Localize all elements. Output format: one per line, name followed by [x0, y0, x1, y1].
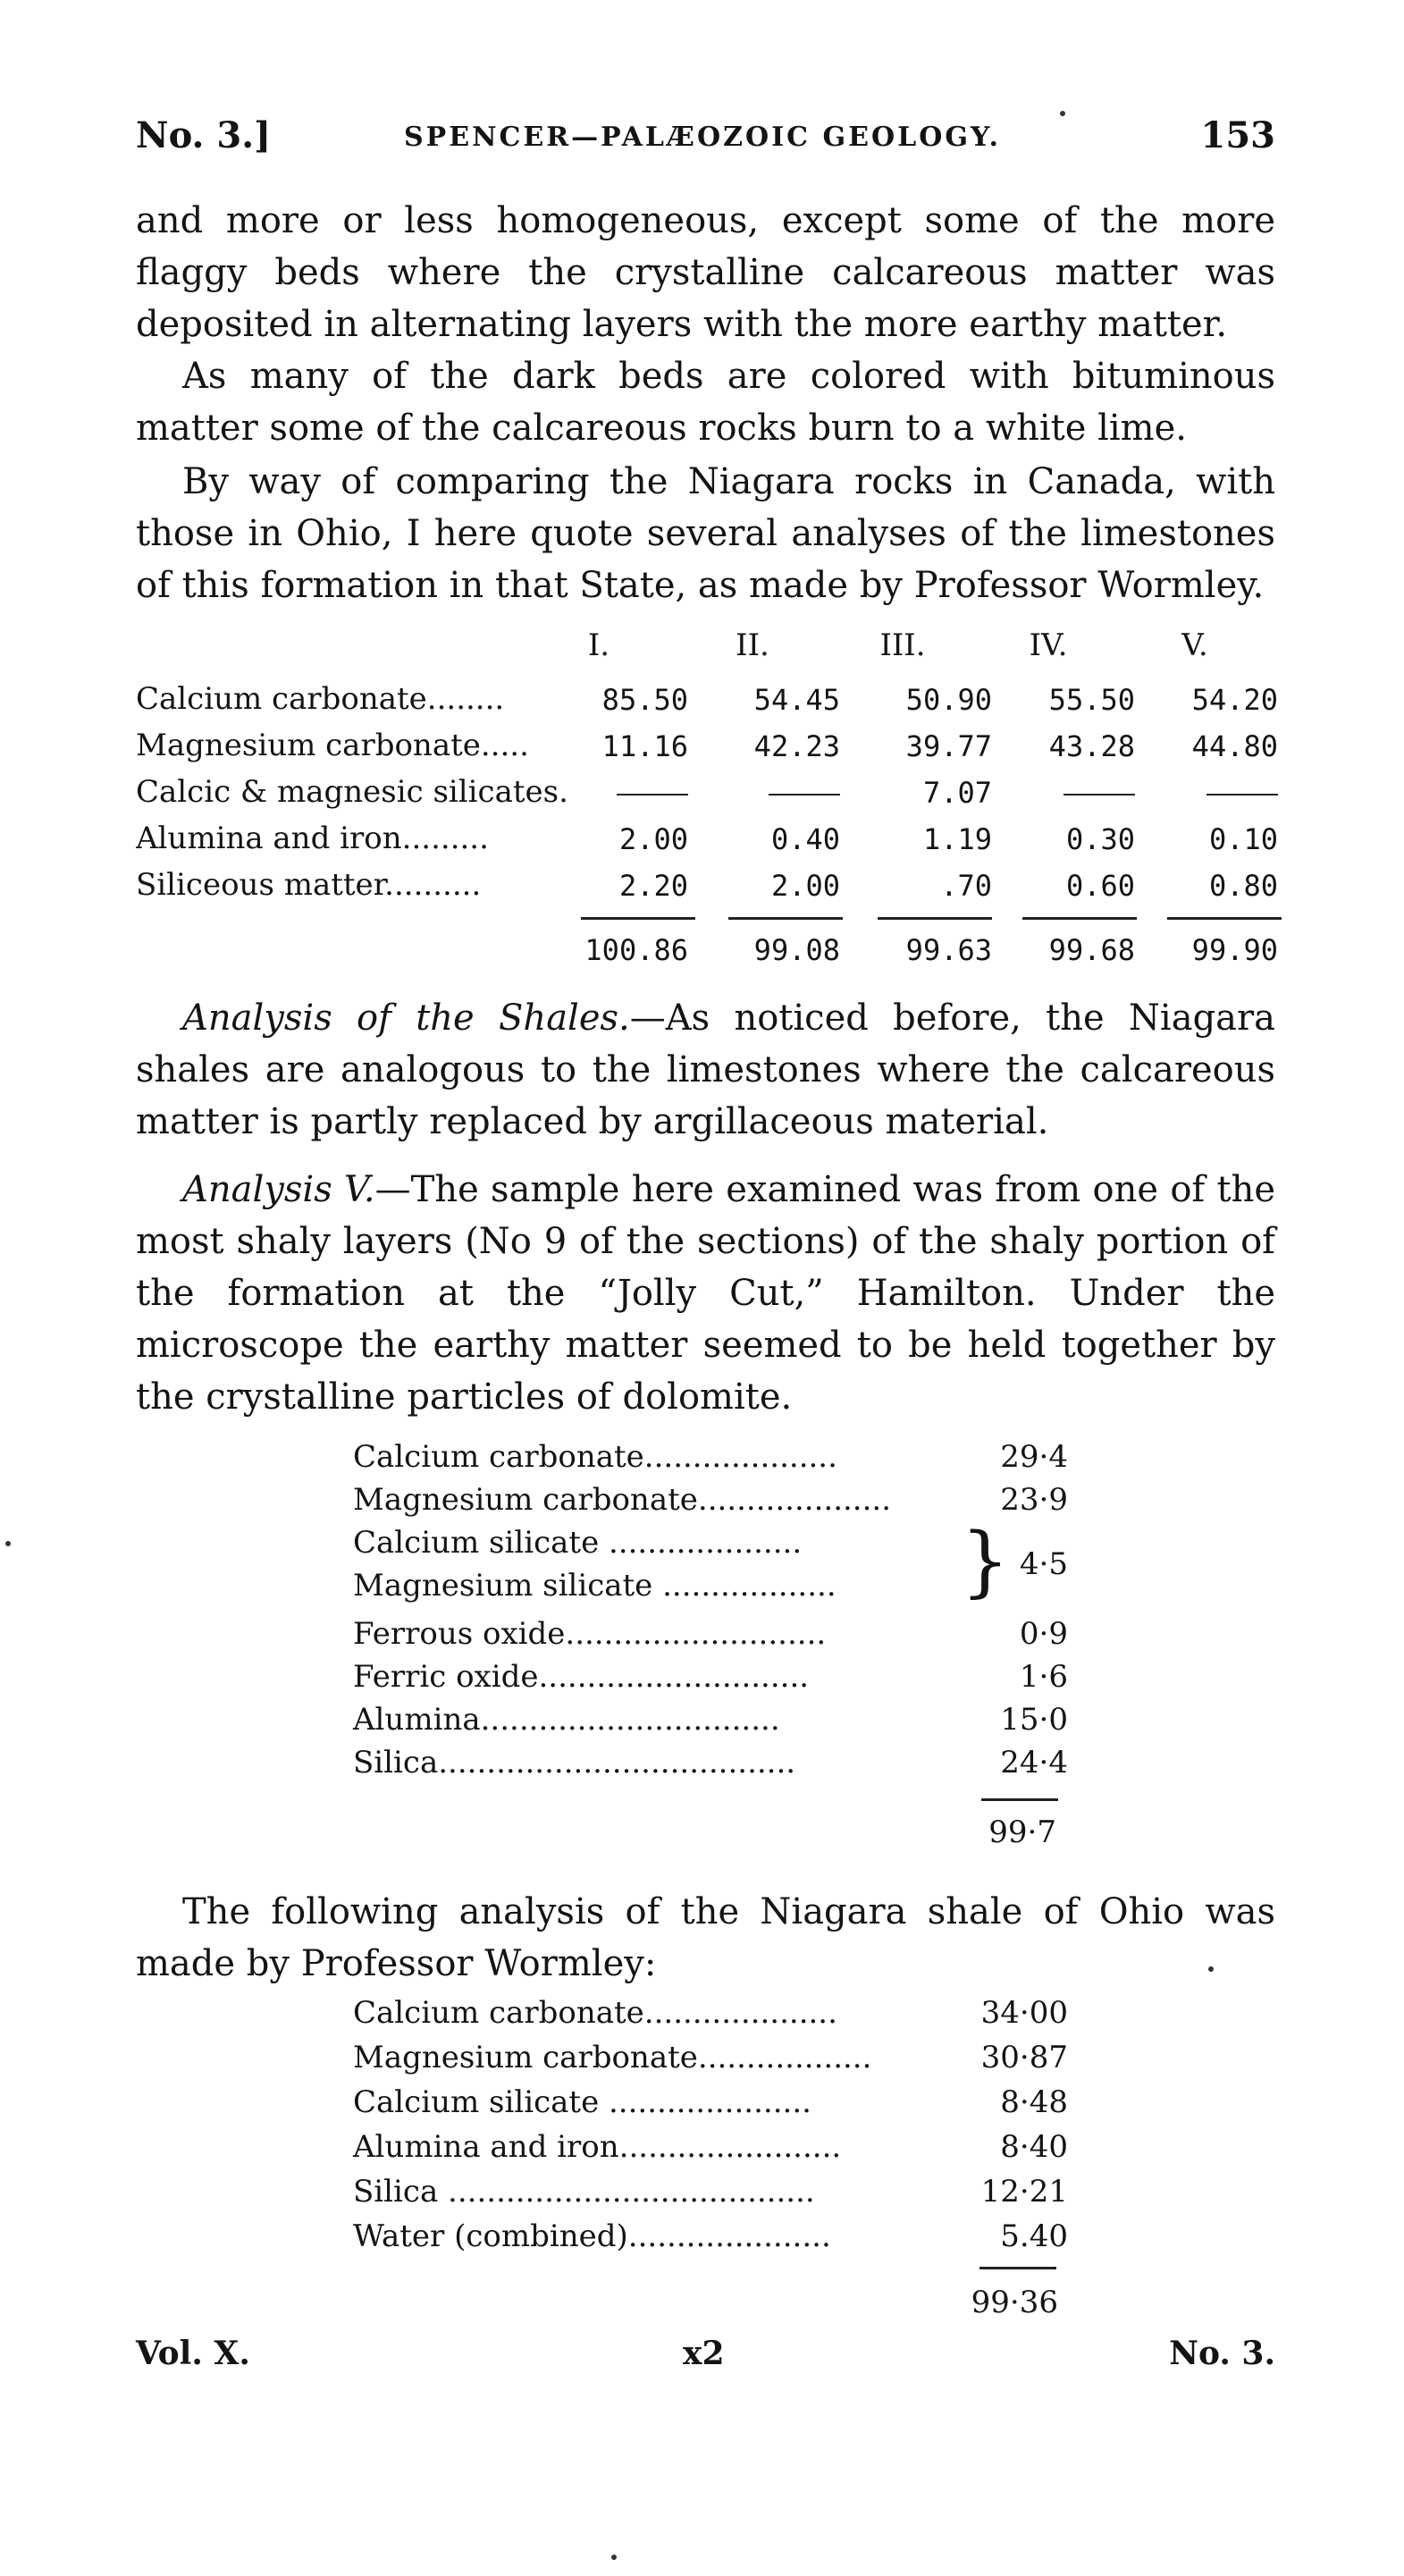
total-value: 99·7 [988, 1814, 1056, 1850]
list-item-value: 5.40 [1000, 2218, 1068, 2254]
list-item [353, 2084, 1068, 2126]
list-item-value: 8·48 [1000, 2084, 1068, 2120]
list-item-value: 15·0 [1000, 1702, 1068, 1738]
running-header [136, 114, 1275, 157]
column-header-3: III. [879, 627, 926, 663]
empty-cell-dash [1206, 794, 1278, 796]
table-total: 100.86 [584, 933, 688, 967]
sum-rule [979, 2267, 1056, 2269]
list-item-label: Ferric oxide............................ [353, 1659, 810, 1695]
table-cell: .70 [940, 869, 992, 903]
list-item-label: Calcium carbonate.................... [353, 1995, 837, 2031]
empty-cell-dash [1064, 794, 1135, 796]
table-cell: 1.19 [922, 822, 992, 856]
sum-rule [1022, 917, 1137, 920]
list-item-label: Magnesium silicate .................. [353, 1568, 837, 1604]
scan-speck [1060, 111, 1065, 116]
paragraph-bituminous: As many of the dark beds are colored with bituminous matter some of the calcareous rocks burn to a white lime. [136, 356, 1275, 449]
table-cell: 55.50 [1048, 683, 1135, 717]
list-item-value: 12·21 [980, 2174, 1068, 2210]
list-item [353, 2040, 1068, 2081]
list-item [353, 1568, 952, 1609]
list-item-label: Water (combined)..................... [353, 2218, 831, 2254]
column-header-1: I. [587, 627, 610, 663]
scan-speck [5, 1541, 11, 1546]
list-item-value: 24·4 [1000, 1745, 1068, 1780]
list-item-label: Calcium silicate ..................... [353, 2084, 811, 2120]
list-item [353, 1616, 1068, 1657]
table-row-label: Alumina and iron......... [136, 821, 489, 856]
table-cell: 0.80 [1208, 869, 1278, 903]
sum-rule [981, 1798, 1058, 1801]
paragraph-analysis-v [136, 1164, 1275, 1423]
empty-cell-dash [617, 794, 688, 796]
table-total: 99.08 [753, 933, 840, 967]
list-item [353, 1995, 1068, 2036]
table-cell: 54.20 [1191, 683, 1278, 717]
scan-speck [611, 2555, 617, 2560]
sum-rule [878, 917, 992, 920]
table-cell: 0.30 [1065, 822, 1135, 856]
table-cell: 2.20 [618, 869, 688, 903]
bracket-symbol: } [961, 1517, 1010, 1606]
table-cell: 43.28 [1048, 729, 1135, 763]
table-cell: 0.60 [1065, 869, 1135, 903]
table-cell: 11.16 [601, 729, 688, 763]
paragraph-ohio: The following analysis of the Niagara shale of Ohio was made by Professor Wormley: [136, 1891, 1275, 1984]
table-total: 99.90 [1191, 933, 1278, 967]
list-item-value: 29·4 [1000, 1439, 1068, 1475]
list-item-label: Alumina............................... [353, 1702, 780, 1738]
header-title: SPENCER—PALÆOZOIC GEOLOGY. [404, 122, 1001, 153]
table-cell: 50.90 [905, 683, 992, 717]
table-cell: 54.45 [753, 683, 840, 717]
list-item [353, 2174, 1068, 2215]
list-item-label: Magnesium carbonate.................. [353, 2040, 872, 2075]
column-header-5: V. [1181, 627, 1208, 663]
table-row-label: Siliceous matter.......... [136, 867, 482, 903]
bracket-value-row [1001, 1546, 1068, 1587]
list-item-value: 30·87 [980, 2040, 1068, 2075]
empty-cell-dash [769, 794, 840, 796]
paragraph-text: —As noticed before, the Niagara shales are analogous to the limestones where the calcareous matter is partly replaced by argillaceous material. [136, 998, 1275, 1142]
table-cell: 2.00 [770, 869, 840, 903]
table-cell: 2.00 [618, 822, 688, 856]
table-cell: 0.40 [770, 822, 840, 856]
table-row-label: Magnesium carbonate..... [136, 728, 529, 763]
column-header-2: II. [736, 627, 769, 663]
table-cell: 0.10 [1208, 822, 1278, 856]
table-total: 99.63 [905, 933, 992, 967]
total-value: 99·36 [971, 2285, 1058, 2320]
issue-number: No. 3. [1169, 2335, 1275, 2372]
sum-rule [728, 917, 843, 920]
list-item-label: Alumina and iron....................... [353, 2129, 842, 2165]
paragraph-shales [136, 992, 1275, 1148]
column-header-4: IV. [1029, 627, 1068, 663]
table-cell: 39.77 [905, 729, 992, 763]
table-cell: 44.80 [1191, 729, 1278, 763]
list-item [353, 2218, 1068, 2260]
table-cell: 7.07 [922, 776, 992, 810]
list-item-label: Magnesium carbonate.................... [353, 1482, 892, 1518]
table-cell: 85.50 [601, 683, 688, 717]
italic-heading: Analysis V. [182, 1169, 375, 1210]
paragraph-text: —The sample here examined was from one of the most shaly layers (No 9 of the sections) of the shaly portion of the formation at the “Jolly Cut,” Hamilton. Under the microscope the earthy matter seemed to be held together by the crystalline particles of dolomite. [136, 1169, 1275, 1418]
volume-label: Vol. X. [136, 2335, 250, 2372]
header-number: No. 3.] [136, 114, 272, 156]
sum-rule [581, 917, 695, 920]
list-item [353, 1439, 1068, 1480]
list-item [353, 1702, 1068, 1743]
italic-heading: Analysis of the Shales. [182, 998, 630, 1039]
table-total: 99.68 [1048, 933, 1135, 967]
paragraph-comparison: By way of comparing the Niagara rocks in Canada, with those in Ohio, I here quote several analyses of the limestones of this formation in that State, as made by Professor Wormley. [136, 461, 1275, 606]
signature-mark: x2 [683, 2335, 725, 2372]
page-footer [136, 2335, 1275, 2379]
table-cell: 42.23 [753, 729, 840, 763]
list-item-value: 0·9 [1019, 1616, 1068, 1652]
list-item [353, 1659, 1068, 1700]
list-item-label: Silica..................................... [353, 1745, 796, 1780]
table-row-label: Calcium carbonate........ [136, 681, 505, 717]
list-item-value: 1·6 [1019, 1659, 1068, 1695]
list-item [353, 1745, 1068, 1786]
sum-rule [1167, 917, 1282, 920]
page-number: 153 [1200, 114, 1275, 156]
list-item-value: 8·40 [1000, 2129, 1068, 2165]
list-item-label: Calcium silicate .................... [353, 1525, 803, 1561]
list-item-value: 34·00 [980, 1995, 1068, 2031]
table-row-label: Calcic & magnesic silicates. [136, 774, 568, 810]
list-item-label: Calcium carbonate.................... [353, 1439, 837, 1475]
bracket-value: 4·5 [1019, 1546, 1068, 1582]
paragraph-continuation: and more or less homogeneous, except some of the more flaggy beds where the crystalline calcareous matter was deposited in alternating layers with the more earthy matter. [136, 200, 1275, 345]
scan-speck [1208, 1966, 1214, 1972]
list-item-label: Ferrous oxide........................... [353, 1616, 827, 1652]
list-item [353, 2129, 1068, 2170]
list-item-value: 23·9 [1000, 1482, 1068, 1518]
list-item-label: Silica ...................................... [353, 2174, 815, 2210]
list-item [353, 1525, 952, 1566]
